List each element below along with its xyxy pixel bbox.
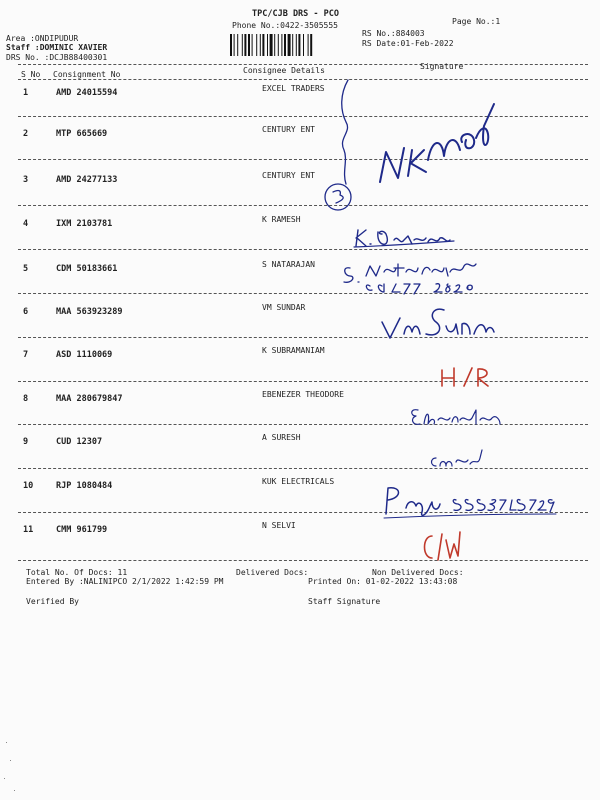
row-consignment: IXM 2103781: [56, 219, 113, 229]
table-row: [0, 346, 600, 394]
row-consignee: N SELVI: [262, 521, 296, 530]
barcode-bar: [262, 34, 264, 56]
row-consignee: VM SUNDAR: [262, 303, 306, 312]
col-sno: S No: [21, 70, 41, 79]
barcode-bar: [292, 34, 293, 56]
row-consignment: RJP 1080484: [56, 481, 113, 491]
area-label: Area :ONDIPUDUR: [6, 34, 79, 43]
barcode-bar: [244, 34, 246, 56]
row-divider: [18, 205, 588, 206]
barcode-bar: [303, 34, 304, 56]
row-consignee: K SUBRAMANIAM: [262, 346, 325, 355]
barcode-bar: [296, 34, 297, 56]
row-divider: [18, 249, 588, 250]
barcode-bar: [256, 34, 257, 56]
row-sno: 8: [23, 394, 29, 404]
staff-name: Staff :DOMINIC XAVIER: [6, 43, 108, 52]
col-consignment: Consignment No: [53, 70, 121, 79]
signature-k-devesa: [352, 224, 457, 250]
drs-number: DRS No. :DCJB88400301: [6, 53, 108, 62]
row-consignee: KUK ELECTRICALS: [262, 477, 335, 486]
table-row: [0, 521, 600, 569]
row-consignment: MAA 563923289: [56, 307, 123, 317]
row-sno: 11: [23, 525, 34, 535]
barcode-bar: [284, 34, 286, 56]
barcode-bar: [242, 34, 243, 56]
row-divider: [18, 116, 588, 117]
barcode-bar: [260, 34, 261, 56]
row-sno: 3: [23, 175, 29, 185]
report-title: TPC/CJB DRS - PCO: [252, 9, 339, 19]
non-delivered-docs: Non Delivered Docs:: [372, 568, 464, 577]
row-divider: [18, 560, 588, 561]
row-sno: 9: [23, 437, 29, 447]
barcode-bar: [278, 34, 279, 56]
barcode-bar: [230, 34, 232, 56]
table-row: [0, 390, 600, 438]
total-docs: Total No. Of Docs: 11: [26, 568, 128, 577]
header-divider-top: [18, 64, 588, 65]
phone-number: Phone No.:0422-3505555: [232, 21, 338, 30]
barcode-bar: [281, 34, 282, 56]
printed-on: Printed On: 01-02-2022 13:43:08: [308, 577, 458, 586]
scan-speck: [14, 790, 15, 791]
row-sno: 7: [23, 350, 29, 360]
barcode-bar: [234, 34, 235, 56]
barcode: [229, 34, 353, 56]
barcode-bar: [267, 34, 268, 56]
row-consignee: S NATARAJAN: [262, 260, 315, 269]
table-row: [0, 171, 600, 219]
row-consignment: AMD 24277133: [56, 175, 118, 185]
row-consignment: CMM 961799: [56, 525, 108, 535]
row-sno: 2: [23, 129, 29, 139]
delivered-docs: Delivered Docs:: [236, 568, 309, 577]
entered-by: Entered By :NALINIPCO 2/1/2022 1:42:59 PM: [26, 577, 224, 586]
signature-vm-sundar: [378, 304, 498, 342]
barcode-bar: [237, 34, 238, 56]
row-divider: [18, 159, 588, 160]
scan-speck: [6, 742, 7, 743]
verified-by: Verified By: [26, 597, 79, 606]
row-consignee: A SURESH: [262, 433, 301, 442]
row-consignment: AMD 24015594: [56, 88, 118, 98]
barcode-bar: [274, 34, 275, 56]
row-consignment: MAA 280679847: [56, 394, 123, 404]
row-consignee: EXCEL TRADERS: [262, 84, 325, 93]
row-sno: 10: [23, 481, 34, 491]
row-consignee: EBENEZER THEODORE: [262, 390, 344, 399]
table-row: [0, 125, 600, 173]
barcode-bar: [270, 34, 273, 56]
rs-date: RS Date:01-Feb-2022: [362, 39, 454, 48]
rs-number: RS No.:884003: [362, 29, 425, 38]
row-sno: 4: [23, 219, 29, 229]
page-number: Page No.:1: [452, 17, 501, 26]
row-sno: 6: [23, 307, 29, 317]
signature-p-raya: [380, 482, 560, 522]
barcode-bar: [252, 34, 253, 56]
row-divider: [18, 337, 588, 338]
row-divider: [18, 381, 588, 382]
row-sno: 5: [23, 264, 29, 274]
header-divider-bottom: [18, 79, 588, 80]
table-row: [0, 433, 600, 481]
bracket-mark: [318, 76, 378, 216]
row-consignment: CDM 50183661: [56, 264, 118, 274]
signature-natarajan: [340, 256, 540, 296]
barcode-bar: [248, 34, 250, 56]
col-consignee: Consignee Details: [243, 66, 325, 75]
barcode-bar: [288, 34, 291, 56]
row-consignee: CENTURY ENT: [262, 125, 315, 134]
row-consignment: ASD 1110069: [56, 350, 113, 360]
table-row: [0, 303, 600, 351]
row-consignment: MTP 665669: [56, 129, 108, 139]
row-divider: [18, 468, 588, 469]
signature-cw: [420, 530, 464, 562]
scan-speck: [10, 760, 11, 761]
col-signature: Signature: [420, 62, 464, 71]
signature-nk: [376, 98, 501, 190]
row-consignee: K RAMESH: [262, 215, 301, 224]
signature-suresh: [428, 448, 486, 470]
row-sno: 1: [23, 88, 29, 98]
barcode-bar: [308, 34, 309, 56]
signature-hr: [438, 366, 492, 388]
barcode-bar: [310, 34, 312, 56]
barcode-bar: [298, 34, 300, 56]
row-consignee: CENTURY ENT: [262, 171, 315, 180]
scan-speck: [4, 778, 5, 779]
signature-ebenezer: [408, 404, 504, 428]
row-consignment: CUD 12307: [56, 437, 103, 447]
staff-signature: Staff Signature: [308, 597, 381, 606]
